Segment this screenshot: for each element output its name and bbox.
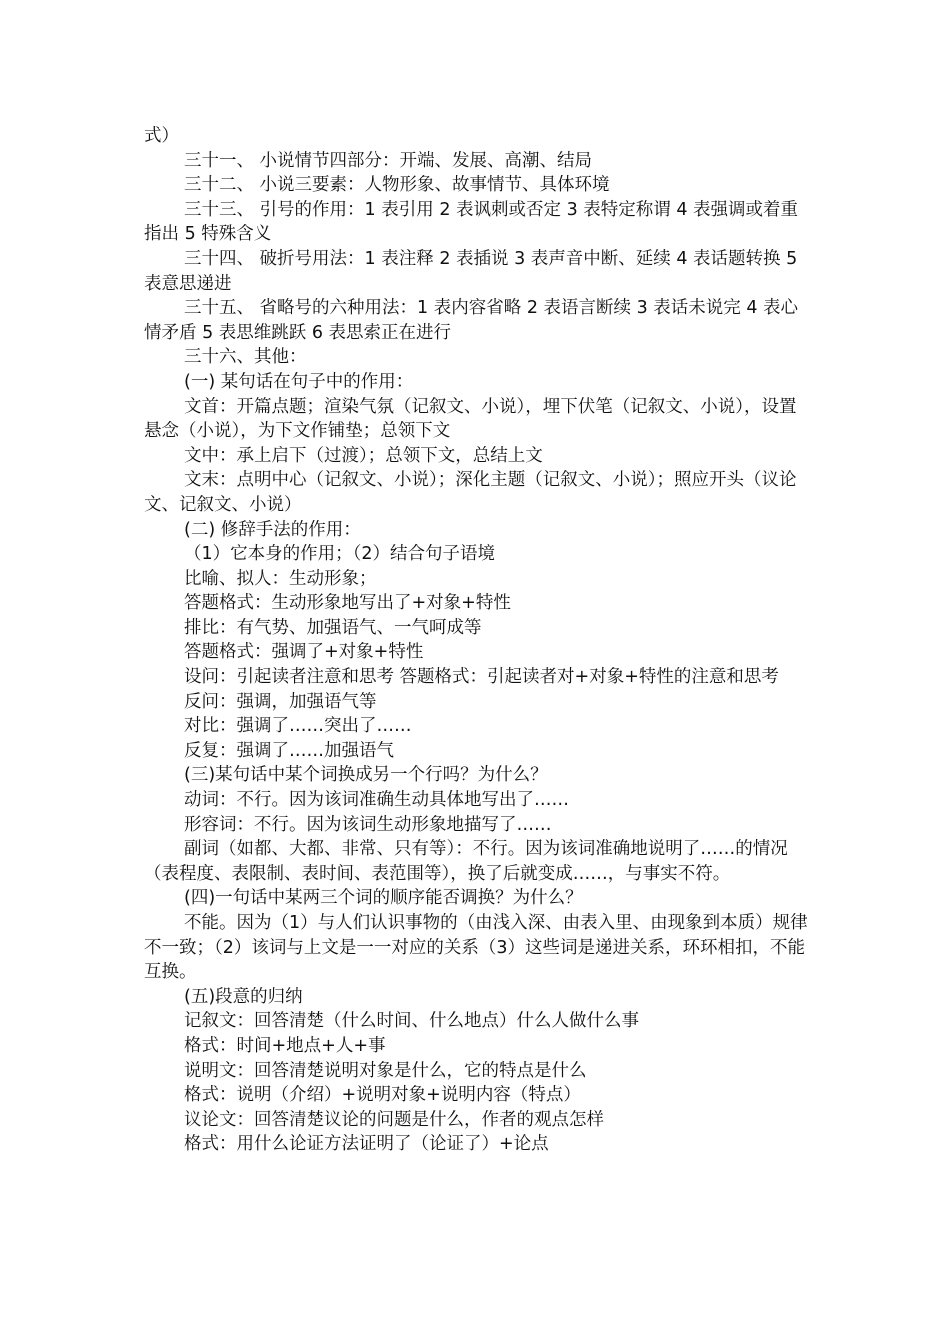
paragraph: 三十二、 小说三要素：人物形象、故事情节、具体环境: [184, 175, 610, 196]
paragraph: (一) 某句话在句子中的作用：: [184, 371, 414, 392]
paragraph: 格式：用什么论证方法证明了（论证了）+论点: [184, 1134, 549, 1155]
paragraph: 记叙文：回答清楚（什么时间、什么地点）什么人做什么事: [184, 1011, 639, 1032]
paragraph: (四)一句话中某两三个词的顺序能否调换？为什么？: [184, 888, 583, 909]
paragraph: 文首：开篇点题；渲染气氛（记叙文、小说），埋下伏笔（记叙文、小说），设置悬念（小说），为下文作铺垫；总领下文: [144, 396, 797, 442]
paragraph: 排比：有气势、加强语气、一气呵成等: [184, 617, 482, 638]
paragraph: 动词：不行。因为该词准确生动具体地写出了……: [184, 790, 569, 811]
paragraph: 比喻、拟人：生动形象；: [184, 568, 377, 589]
paragraph: 三十一、 小说情节四部分：开端、发展、高潮、结局: [184, 150, 593, 171]
paragraph: 三十六、其他：: [184, 347, 307, 368]
paragraph: 格式：时间+地点+人+事: [184, 1035, 386, 1056]
paragraph: 三十三、 引号的作用：1 表引用 2 表讽刺或否定 3 表特定称谓 4 表强调或着重指出 5 特殊含义: [144, 199, 799, 245]
paragraph: 答题格式：强调了+对象+特性: [184, 642, 424, 663]
paragraph: (五)段意的归纳: [184, 986, 303, 1007]
paragraph: 文末：点明中心（记叙文、小说）；深化主题（记叙文、小说）；照应开头（议论文、记叙文、小说）: [144, 470, 797, 515]
paragraph: （1）它本身的作用；（2）结合句子语境: [184, 544, 496, 565]
paragraph: 格式：说明（介绍）+说明对象+说明内容（特点）: [184, 1085, 581, 1106]
paragraph: 三十五、 省略号的六种用法：1 表内容省略 2 表语言断续 3 表话未说完 4 表心情矛盾 5 表思维跳跃 6 表思索正在进行: [144, 298, 799, 343]
paragraph: 副词（如都、大都、非常、只有等）：不行。因为该词准确地说明了……的情况（表程度、表限制、表时间、表范围等），换了后就变成……，与事实不符。: [144, 839, 788, 884]
paragraph: 三十四、 破折号用法：1 表注释 2 表插说 3 表声音中断、延续 4 表话题转换 5 表意思递进: [144, 248, 798, 294]
paragraph: 反复：强调了……加强语气: [184, 740, 394, 761]
paragraph: 设问：引起读者注意和思考 答题格式：引起读者对+对象+特性的注意和思考: [184, 667, 779, 688]
paragraph: 答题格式：生动形象地写出了+对象+特性: [184, 593, 511, 614]
paragraph: 文中：承上启下（过渡）；总领下文，总结上文: [184, 445, 543, 466]
paragraph: 式）: [144, 126, 179, 146]
paragraph: 不能。因为（1）与人们认识事物的（由浅入深、由表入里、由现象到本质）规律不一致；（2）该词与上文是一一对应的关系（3）这些词是递进关系，环环相扣，不能互换。: [144, 913, 808, 983]
paragraph: (三)某句话中某个词换成另一个行吗？为什么？: [184, 765, 548, 786]
paragraph: 说明文：回答清楚说明对象是什么，它的特点是什么: [184, 1060, 587, 1081]
document-page: [144, 124, 812, 1157]
paragraph: 反问：强调，加强语气等: [184, 691, 377, 712]
paragraph: 对比：强调了……突出了……: [184, 716, 412, 737]
paragraph: 议论文：回答清楚议论的问题是什么，作者的观点怎样: [184, 1109, 604, 1130]
paragraph: (二) 修辞手法的作用：: [184, 519, 361, 540]
paragraph: 形容词：不行。因为该词生动形象地描写了……: [184, 814, 552, 835]
